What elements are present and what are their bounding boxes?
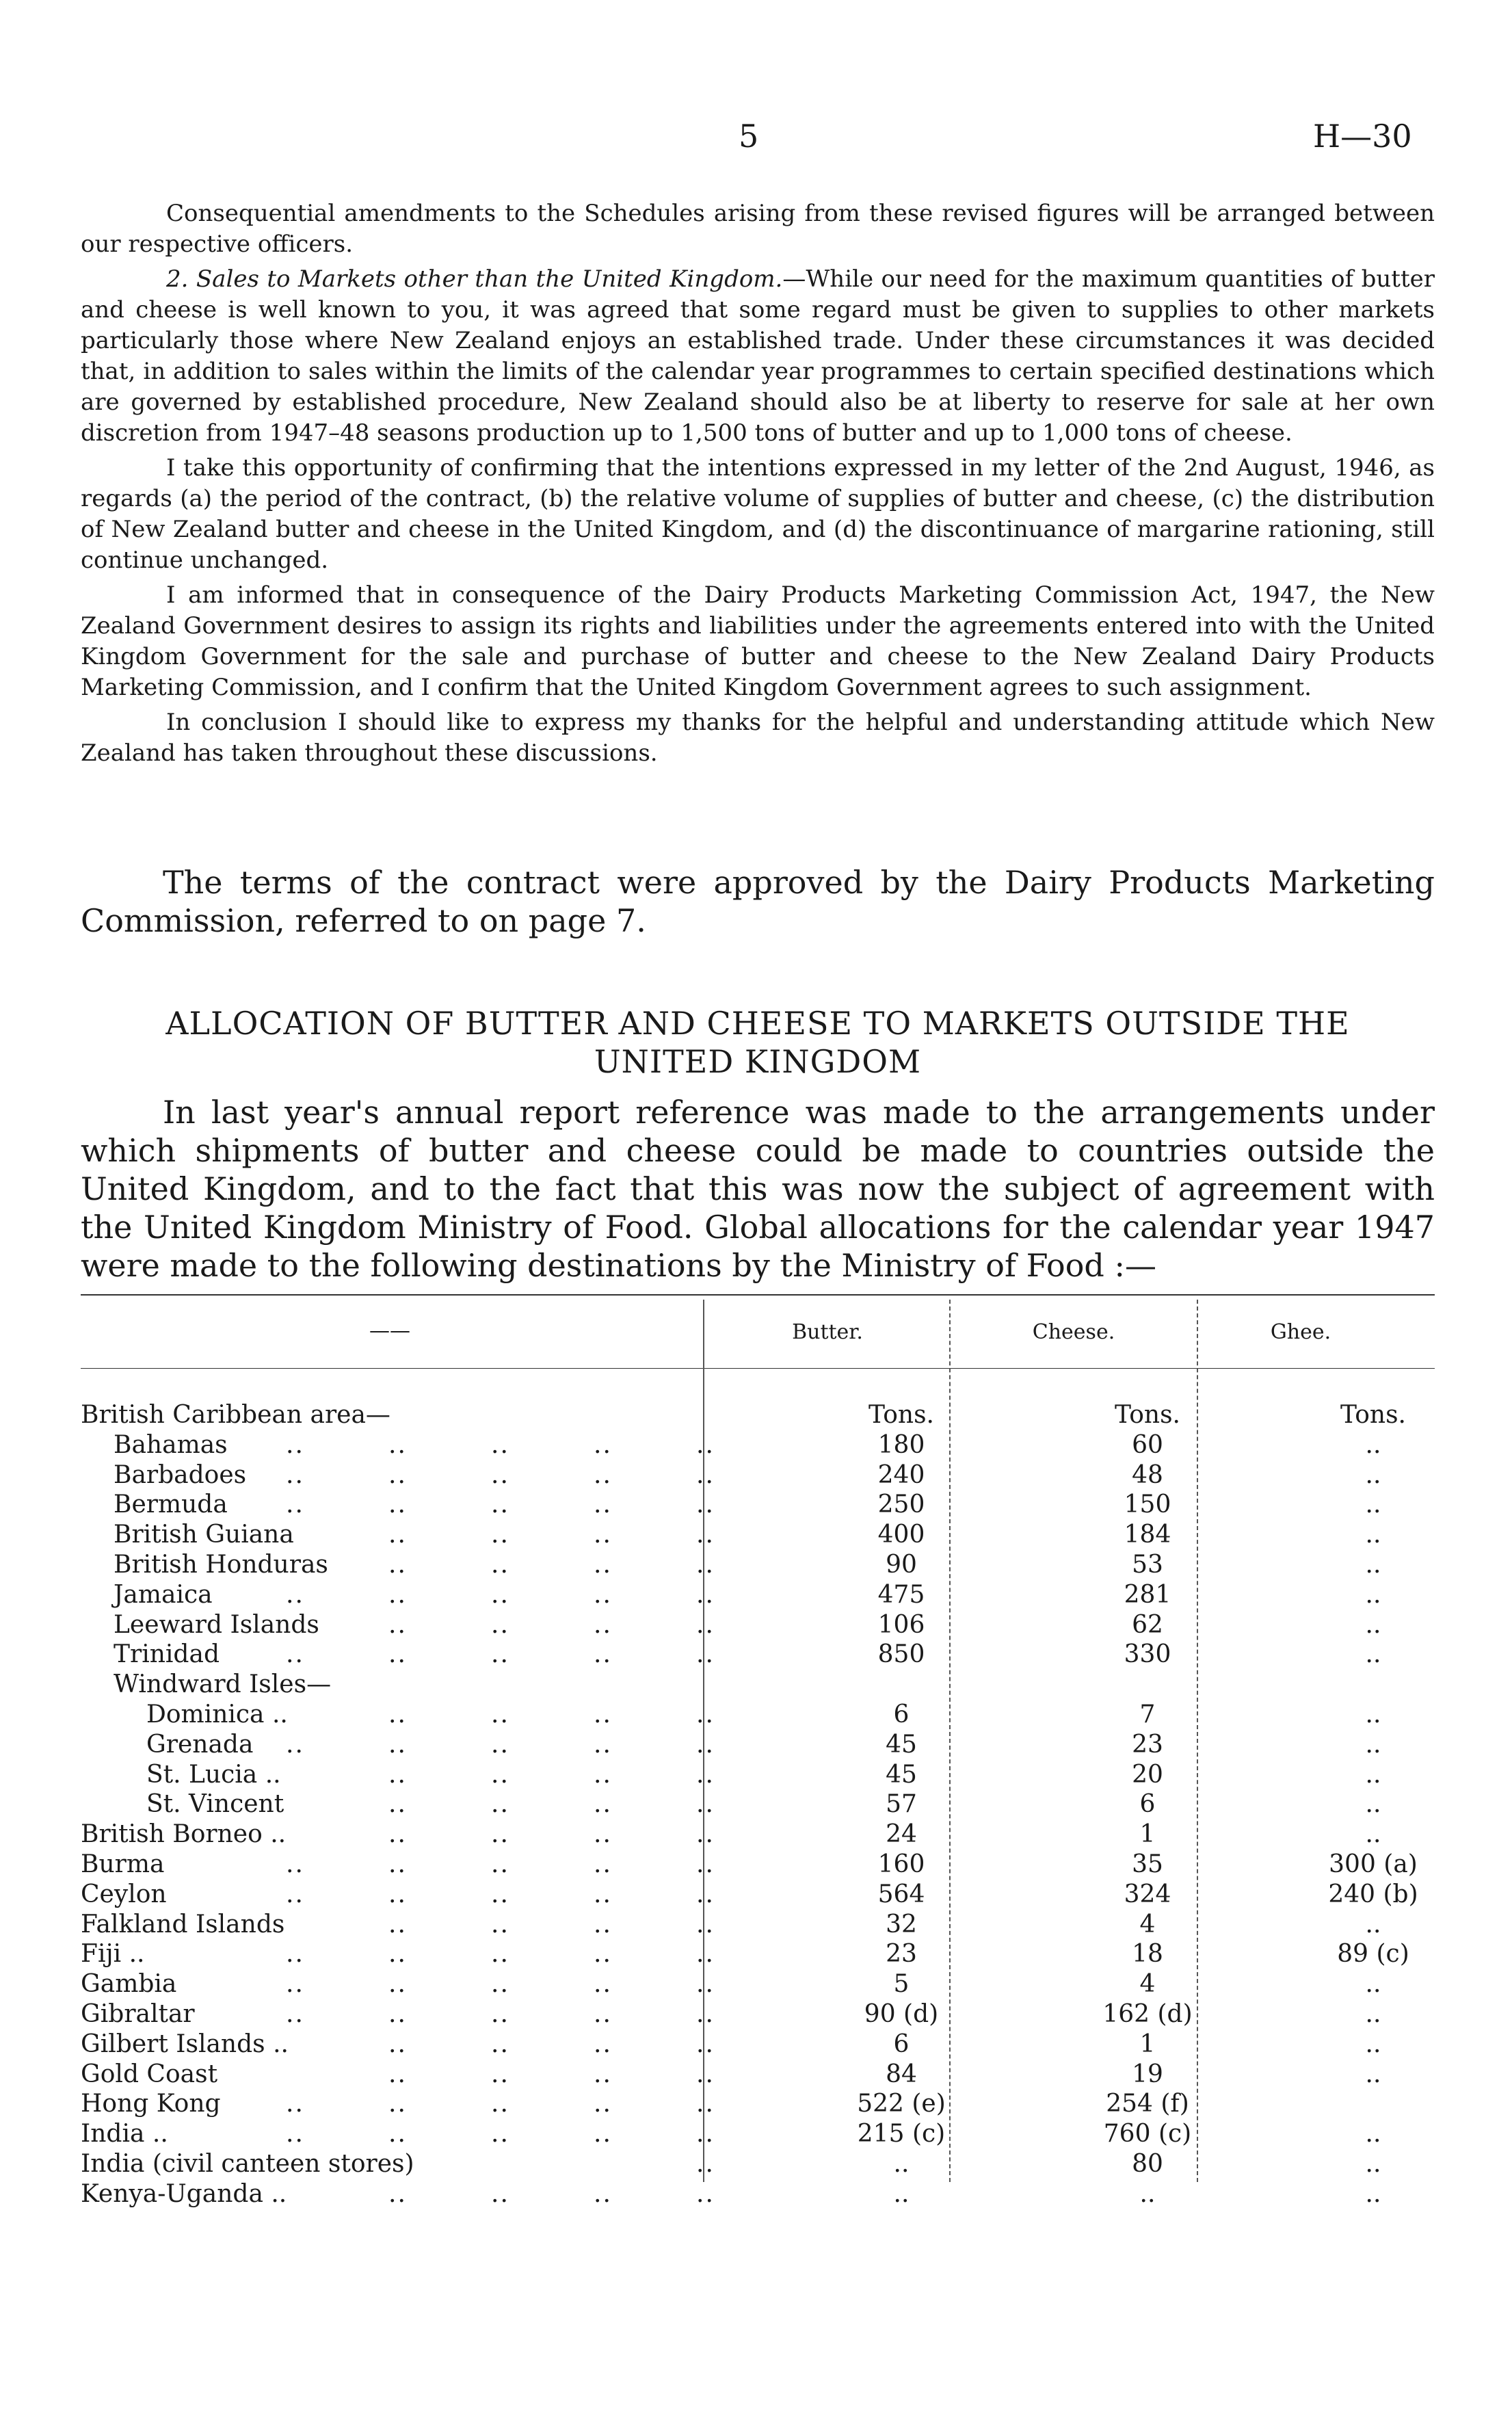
butter-tons-cell: ..: [893, 2179, 910, 2208]
cheese-tons-cell: 760 (c): [1103, 2120, 1192, 2148]
table-top-rule: [81, 1294, 1435, 1296]
butter-tons-cell: 45: [886, 1730, 917, 1759]
table-row: St. Lucia .. .. .. .. .. 45 20 ..: [81, 1761, 1435, 1791]
destination-name: Gibraltar: [81, 1999, 195, 2028]
section-heading-line-2: UNITED KINGDOM: [594, 1043, 922, 1080]
destination-name: Burma: [81, 1850, 165, 1878]
destination-name: Gold Coast: [81, 2060, 218, 2088]
ghee-tons-cell: ..: [1365, 2149, 1381, 2178]
letter-paragraph-3: I take this opportunity of confirming that the intentions expressed in my letter of the 2nd August, 1946, as regards (a) the period of the contract, (b) the relative volume of supplies of butter and cheese, (c) the distribution of New Zealand butter and cheese in the United Kingdom, and (d) the discontinuance of margarine rationing, still continue unchanged.: [81, 454, 1435, 574]
cheese-tons-cell: 80: [1132, 2149, 1163, 2178]
cheese-tons-cell: 184: [1124, 1521, 1171, 1549]
butter-tons-cell: 160: [877, 1850, 925, 1878]
cheese-tons-cell: 324: [1124, 1880, 1171, 1908]
ghee-tons-cell: ..: [1365, 2029, 1381, 2058]
butter-tons-cell: 90 (d): [864, 1999, 939, 2028]
butter-tons-cell: 6: [893, 1700, 910, 1729]
destination-name: Bahamas: [114, 1430, 228, 1459]
table-row: Hong Kong .. .. .. .. .. 522 (e) 254 (f): [81, 2090, 1435, 2120]
stub-column-header: ——: [369, 1319, 410, 1343]
butter-tons-cell: 24: [886, 1820, 917, 1849]
ghee-tons-cell: ..: [1365, 1460, 1381, 1489]
cheese-tons-cell: 150: [1124, 1490, 1171, 1519]
table-row: Leeward Islands .. .. .. .. 106 62 ..: [81, 1611, 1435, 1641]
destination-name: Jamaica: [114, 1580, 213, 1609]
page-number: 5: [739, 118, 759, 155]
butter-tons-cell: 84: [886, 2060, 917, 2088]
cheese-tons-cell: 162 (d): [1102, 1999, 1193, 2028]
destination-name: St. Vincent: [146, 1790, 284, 1819]
butter-tons-cell: 215 (c): [857, 2120, 946, 2148]
section-heading-line-1: ALLOCATION OF BUTTER AND CHEESE TO MARKETS OUTSIDE THE: [165, 1005, 1350, 1042]
ghee-tons-cell: ..: [1365, 2179, 1381, 2208]
letter-paragraph-5: In conclusion I should like to express my thanks for the helpful and understanding attitude which New Zealand has taken throughout these discussions.: [81, 709, 1435, 767]
cheese-tons-cell: 7: [1139, 1700, 1156, 1729]
butter-tons-cell: 400: [877, 1521, 925, 1549]
destination-name: British Honduras: [114, 1550, 328, 1579]
cheese-tons-cell: 1: [1139, 2029, 1156, 2058]
ghee-tons-cell: ..: [1365, 1580, 1381, 1609]
section-intro-block: [81, 1093, 1435, 1285]
table-row: Bahamas .. .. .. .. .. 180 60 ..: [81, 1431, 1435, 1461]
cheese-tons-cell: 35: [1132, 1850, 1163, 1878]
table-row: Gibraltar .. .. .. .. .. 90 (d) 162 (d) ..: [81, 2000, 1435, 2030]
destination-name: British Guiana: [114, 1521, 294, 1549]
table-row: India .. .. .. .. .. .. 215 (c) 760 (c) ..: [81, 2120, 1435, 2150]
document-code: H—30: [1313, 118, 1412, 155]
destination-name: Barbadoes: [114, 1460, 247, 1489]
butter-tons-cell: 522 (e): [857, 2090, 946, 2118]
destination-name: St. Lucia ..: [146, 1760, 281, 1789]
butter-tons-cell: 250: [877, 1490, 925, 1519]
ghee-tons-cell: ..: [1365, 1610, 1381, 1639]
destination-name: Dominica ..: [146, 1700, 288, 1729]
cheese-tons-cell: Tons.: [1115, 1401, 1180, 1429]
ghee-tons-cell: ..: [1365, 1970, 1381, 1999]
table-row: Gambia .. .. .. .. .. 5 4 ..: [81, 1970, 1435, 2000]
butter-column-header: Butter.: [792, 1320, 863, 1344]
destination-name: India (civil canteen stores): [81, 2149, 414, 2178]
destination-name: British Caribbean area—: [81, 1401, 390, 1429]
table-row: Falkland Islands .. .. .. .. 32 4 ..: [81, 1910, 1435, 1941]
butter-tons-cell: 564: [877, 1880, 925, 1908]
butter-tons-cell: 45: [886, 1760, 917, 1789]
ghee-tons-cell: ..: [1365, 1521, 1381, 1549]
destination-name: Hong Kong: [81, 2090, 221, 2118]
ghee-tons-cell: ..: [1365, 1820, 1381, 1849]
destination-name: British Borneo ..: [81, 1820, 287, 1849]
letter-paragraph-2: [81, 264, 1435, 449]
destination-name: Trinidad: [114, 1640, 220, 1669]
cheese-tons-cell: 62: [1132, 1610, 1163, 1639]
table-row: Dominica .. .. .. .. .. 6 7 ..: [81, 1700, 1435, 1731]
destination-name: Ceylon: [81, 1880, 167, 1908]
table-row: British Borneo .. .. .. .. .. 24 1 ..: [81, 1820, 1435, 1850]
table-row: Burma .. .. .. .. .. 160 35 300 (a): [81, 1850, 1435, 1880]
cheese-tons-cell: 281: [1124, 1580, 1171, 1609]
ghee-tons-cell: ..: [1365, 1910, 1381, 1939]
butter-tons-cell: 475: [877, 1580, 925, 1609]
cheese-tons-cell: 4: [1139, 1970, 1156, 1999]
ghee-tons-cell: ..: [1365, 1550, 1381, 1579]
destination-name: India ..: [81, 2120, 168, 2148]
cheese-tons-cell: 18: [1132, 1940, 1163, 1969]
destination-name: Windward Isles—: [114, 1670, 332, 1699]
butter-tons-cell: 6: [893, 2029, 910, 2058]
section-heading: [81, 1004, 1435, 1081]
butter-tons-cell: 180: [877, 1430, 925, 1459]
ghee-tons-cell: Tons.: [1340, 1401, 1406, 1429]
table-row: India (civil canteen stores) .. .. 80 ..: [81, 2150, 1435, 2180]
butter-tons-cell: 90: [886, 1550, 917, 1579]
cheese-tons-cell: ..: [1139, 2179, 1156, 2208]
letter-body: [81, 198, 1435, 773]
contract-note-block: [81, 863, 1435, 940]
destination-name: Bermuda: [114, 1490, 228, 1519]
cheese-tons-cell: 23: [1132, 1730, 1163, 1759]
section-intro: In last year's annual report reference was made to the arrangements under which shipments of butter and cheese could be made to countries outside the United Kingdom, and to the fact that this was now the subject of agreement with the United Kingdom Ministry of Food. Global allocations for the calendar year 1947 were made to the following destinations by the Ministry of Food :—: [81, 1094, 1435, 1284]
table-row: Kenya-Uganda .. .. .. .. .. .. .. ..: [81, 2180, 1435, 2210]
destination-name: Leeward Islands: [114, 1610, 319, 1639]
table-row: British Guiana .. .. .. .. 400 184 ..: [81, 1521, 1435, 1551]
table-row: British Honduras .. .. .. .. 90 53 ..: [81, 1551, 1435, 1581]
ghee-tons-cell: ..: [1365, 1490, 1381, 1519]
cheese-tons-cell: 1: [1139, 1820, 1156, 1849]
letter-paragraph-1: Consequential amendments to the Schedules arising from these revised figures will be arranged between our respective officers.: [81, 200, 1435, 258]
ghee-tons-cell: ..: [1365, 2120, 1381, 2148]
ghee-tons-cell: 300 (a): [1329, 1850, 1418, 1878]
butter-tons-cell: 240: [877, 1460, 925, 1489]
table-row: Barbadoes .. .. .. .. .. 240 48 ..: [81, 1461, 1435, 1491]
cheese-column-header: Cheese.: [1032, 1320, 1115, 1344]
ghee-tons-cell: ..: [1365, 1730, 1381, 1759]
ghee-tons-cell: 89 (c): [1337, 1940, 1409, 1969]
destination-name: Falkland Islands: [81, 1910, 285, 1939]
ghee-tons-cell: ..: [1365, 1430, 1381, 1459]
butter-tons-cell: 5: [893, 1970, 910, 1999]
cheese-tons-cell: 254 (f): [1106, 2090, 1189, 2118]
butter-tons-cell: 57: [886, 1790, 917, 1819]
allocation-table: [81, 1401, 1435, 2210]
destination-name: Kenya-Uganda ..: [81, 2179, 287, 2208]
cheese-tons-cell: 19: [1132, 2060, 1163, 2088]
cheese-tons-cell: 48: [1132, 1460, 1163, 1489]
cheese-tons-cell: 60: [1132, 1430, 1163, 1459]
destination-name: Grenada: [146, 1730, 254, 1759]
table-row: Trinidad .. .. .. .. .. 850 330 ..: [81, 1640, 1435, 1670]
table-row: Jamaica .. .. .. .. .. 475 281 ..: [81, 1581, 1435, 1611]
butter-tons-cell: Tons.: [868, 1401, 934, 1429]
table-row: Bermuda .. .. .. .. .. 250 150 ..: [81, 1490, 1435, 1521]
cheese-tons-cell: 4: [1139, 1910, 1156, 1939]
ghee-tons-cell: ..: [1365, 1790, 1381, 1819]
table-row: St. Vincent .. .. .. .. 57 6 ..: [81, 1790, 1435, 1820]
destination-name: Fiji ..: [81, 1940, 145, 1969]
ghee-tons-cell: ..: [1365, 1640, 1381, 1669]
cheese-tons-cell: 53: [1132, 1550, 1163, 1579]
ghee-tons-cell: 240 (b): [1328, 1880, 1418, 1908]
paragraph-2-heading: 2. Sales to Markets other than the United Kingdom.: [166, 265, 783, 293]
destination-name: Gambia: [81, 1970, 177, 1999]
ghee-tons-cell: ..: [1365, 1700, 1381, 1729]
table-row: Ceylon .. .. .. .. .. 564 324 240 (b): [81, 1880, 1435, 1910]
table-row: [81, 1401, 1435, 1431]
destination-name: Gilbert Islands ..: [81, 2029, 289, 2058]
table-row: Fiji .. .. .. .. .. .. 23 18 89 (c): [81, 1940, 1435, 1970]
ghee-tons-cell: ..: [1365, 2060, 1381, 2088]
butter-tons-cell: 850: [877, 1640, 925, 1669]
cheese-tons-cell: 20: [1132, 1760, 1163, 1789]
cheese-tons-cell: 330: [1124, 1640, 1171, 1669]
contract-note: The terms of the contract were approved by the Dairy Products Marketing Commission, referred to on page 7.: [81, 864, 1435, 939]
table-header-rule: [81, 1368, 1435, 1369]
ghee-tons-cell: ..: [1365, 1999, 1381, 2028]
butter-tons-cell: 23: [886, 1940, 917, 1969]
table-row: Grenada .. .. .. .. .. 45 23 ..: [81, 1731, 1435, 1761]
paragraph-2-body: —While our need for the maximum quantities of butter and cheese is well known to you, it was agreed that some regard must be given to supplies to other markets particularly those where New Zealand enjoys an established trade. Under these circumstances it was decided that, in addition to sales within the limits of the calendar year programmes to certain specified destinations which are governed by established procedure, New Zealand should also be at liberty to reserve for sale at her own discretion from 1947–48 seasons production up to 1,500 tons of butter and up to 1,000 tons of cheese.: [81, 265, 1435, 447]
butter-tons-cell: ..: [893, 2149, 910, 2178]
table-row: Gilbert Islands .. .. .. .. .. 6 1 ..: [81, 2030, 1435, 2060]
butter-tons-cell: 106: [877, 1610, 925, 1639]
ghee-tons-cell: ..: [1365, 1760, 1381, 1789]
table-row: [81, 1670, 1435, 1700]
letter-paragraph-4: I am informed that in consequence of the Dairy Products Marketing Commission Act, 1947, the New Zealand Government desires to assign its rights and liabilities under the agreements entered into with the United Kingdom Government for the sale and purchase of butter and cheese to the New Zealand Dairy Products Marketing Commission, and I confirm that the United Kingdom Government agrees to such assignment.: [81, 581, 1435, 701]
ghee-column-header: Ghee.: [1270, 1320, 1331, 1344]
butter-tons-cell: 32: [886, 1910, 917, 1939]
cheese-tons-cell: 6: [1139, 1790, 1156, 1819]
table-row: Gold Coast .. .. .. .. 84 19 ..: [81, 2060, 1435, 2090]
